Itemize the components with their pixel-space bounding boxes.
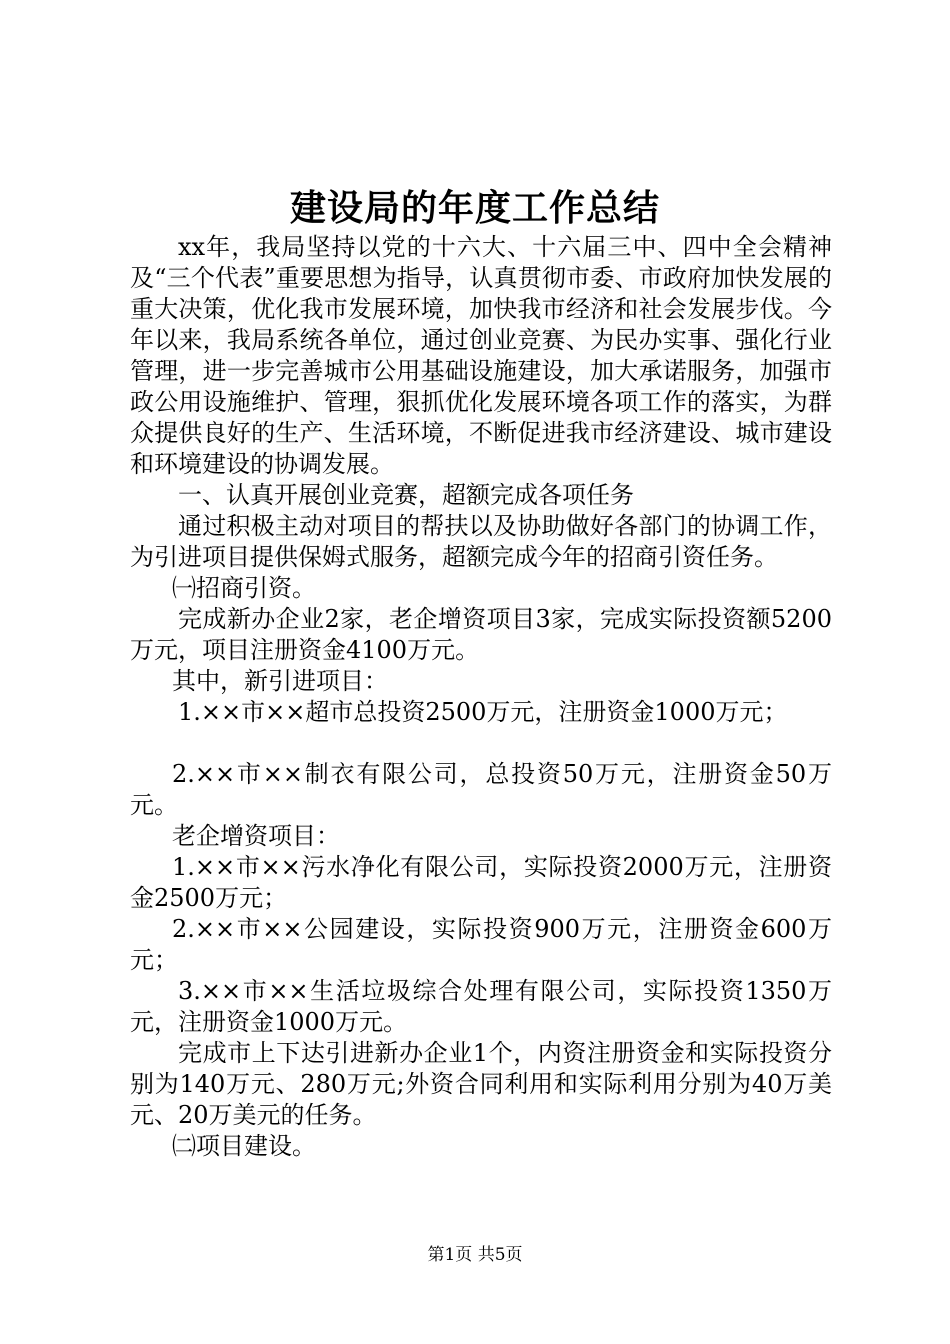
page-number-footer: 第1页 共5页 [427,1245,523,1265]
list-heading-new-projects: 其中，新引进项目： [172,667,388,695]
body-paragraph: 通过积极主动对项目的帮扶以及协助做好各部门的协调工作，为引进项目提供保姆式服务，超额完成今年的招商引资任务。 [130,512,832,571]
document-body [130,232,832,1162]
list-item: 2.××市××制衣有限公司，总投资50万元，注册资金50万元。 [130,760,832,819]
document-title: 建设局的年度工作总结 [289,187,660,229]
subsection-heading-projects: ㈡项目建设。 [172,1132,316,1160]
list-item: 1.××市××污水净化有限公司，实际投资2000万元，注册资金2500万元； [130,853,832,912]
intro-paragraph: xx年，我局坚持以党的十六大、十六届三中、四中全会精神及“三个代表”重要思想为指导，认真贯彻市委、市政府加快发展的重大决策，优化我市发展环境，加快我市经济和社会发展步伐。今年以来，我局系统各单位，通过创业竞赛、为民办实事、强化行业管理，进一步完善城市公用基础设施建设，加大承诺服务，加强市政公用设施维护、管理，狠抓优化发展环境各项工作的落实，为群众提供良好的生产、生活环境，不断促进我市经济建设、城市建设和环境建设的协调发展。 [130,233,832,478]
subsection-heading-investment: ㈠招商引资。 [172,574,316,602]
body-paragraph: 完成新办企业2家，老企增资项目3家，完成实际投资额5200万元，项目注册资金4100万元。 [130,605,832,664]
list-item: 1.××市××超市总投资2500万元，注册资金1000万元； [178,698,788,726]
body-paragraph: 完成市上下达引进新办企业1个，内资注册资金和实际投资分别为140万元、280万元;外资合同利用和实际利用分别为40万美元、20万美元的任务。 [130,1039,832,1129]
section-heading-1: 一、认真开展创业竞赛，超额完成各项任务 [178,481,634,509]
list-item: 2.××市××公园建设，实际投资900万元，注册资金600万元； [130,915,832,974]
list-item: 3.××市××生活垃圾综合处理有限公司，实际投资1350万元，注册资金1000万元。 [130,977,832,1036]
list-heading-expansion-projects: 老企增资项目： [172,822,340,850]
